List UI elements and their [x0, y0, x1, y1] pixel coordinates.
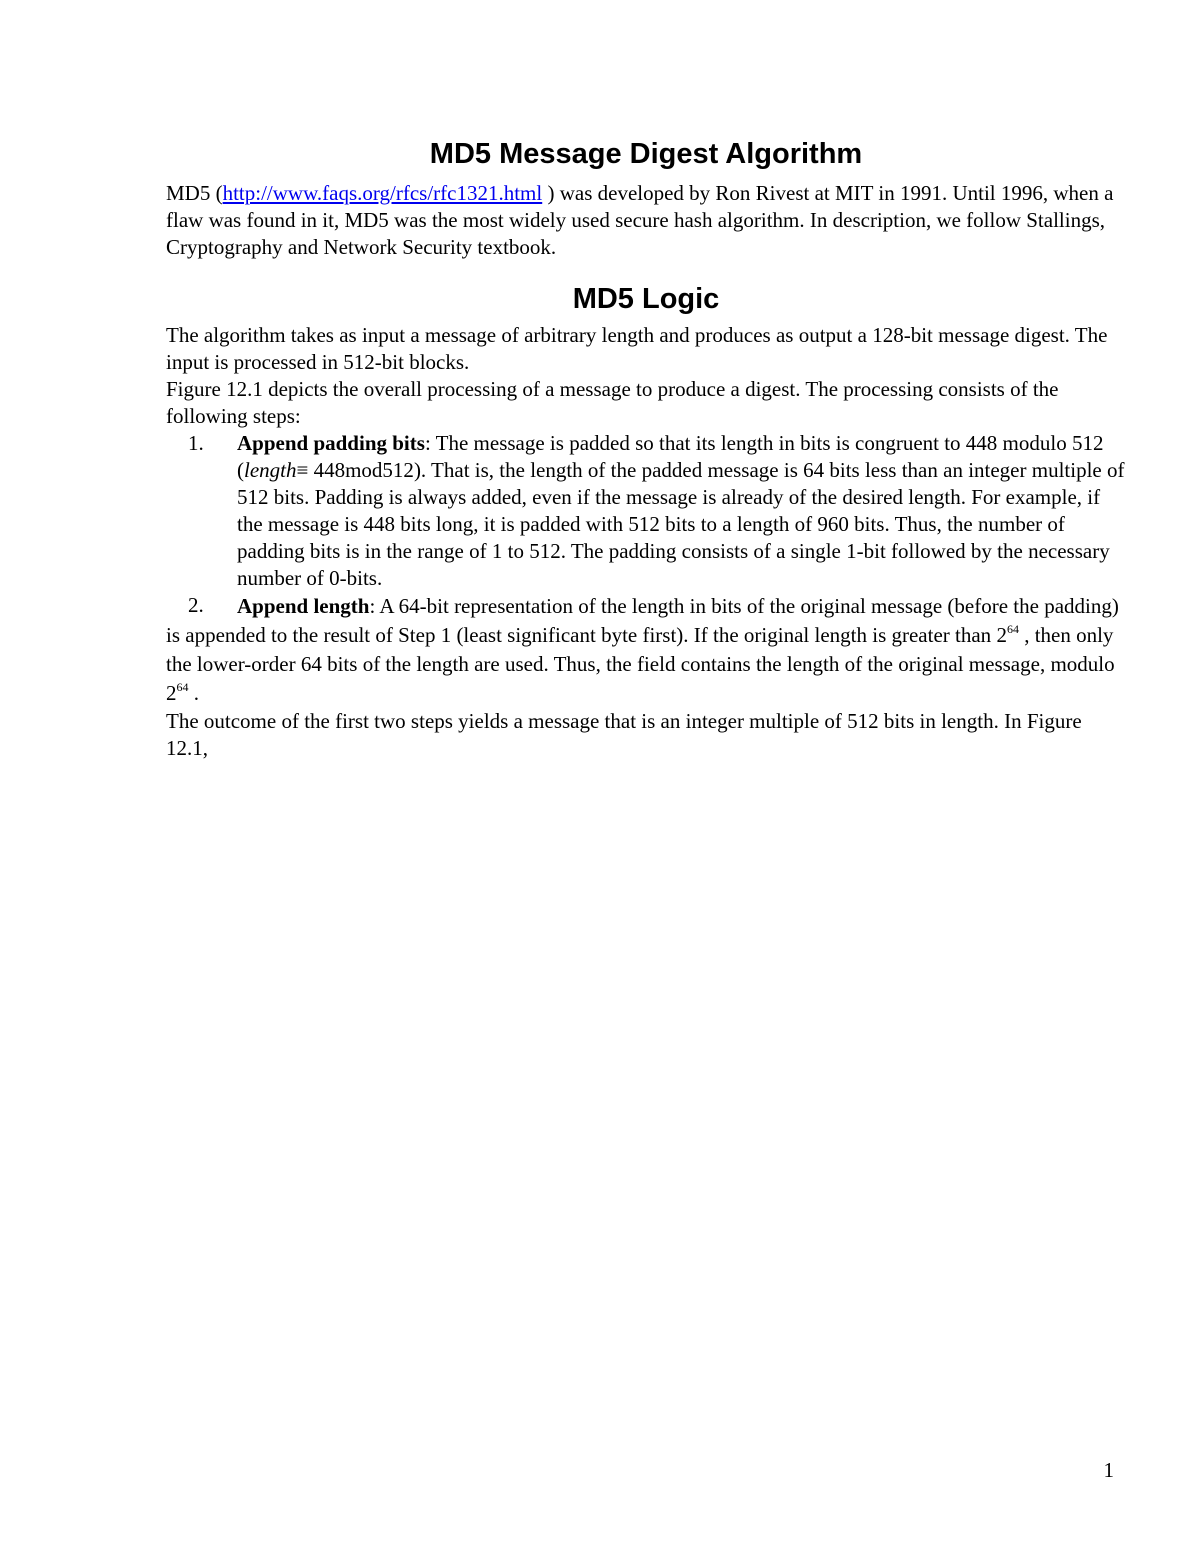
step-number: 1.	[188, 431, 204, 455]
document-title: MD5 Message Digest Algorithm	[429, 138, 863, 170]
algorithm-paragraph: The algorithm takes as input a message of arbitrary length and produces as output a 128-bit message digest. The input is processed in 512-bit blocks.	[166, 323, 1108, 374]
intro-suffix: ) was developed by Ron Rivest at MIT in 1991. Until 1996, when a flaw was found in it, MD5 was the most widely used secure hash algorithm. In description, we follow Stallings, Cryptography and Network Security textbook.	[166, 181, 1114, 259]
power-exponent: 64	[176, 680, 189, 694]
intro-paragraph	[166, 180, 1126, 261]
outcome-paragraph: The outcome of the first two steps yields a message that is an integer multiple of 512 bits in length. In Figure 12.1,	[166, 709, 1082, 760]
rfc-link[interactable]: http://www.faqs.org/rfcs/rfc1321.html	[222, 181, 543, 205]
step-label: Append padding bits	[237, 431, 425, 455]
page-number: 1	[1103, 1458, 1114, 1482]
intro-prefix: MD5 (	[166, 181, 223, 205]
step-number: 2.	[188, 593, 204, 617]
step-text-continued: , then only the lower-order 64 bits of the length are used. Thus, the field contains the length of the original message, modulo	[166, 623, 1115, 676]
step-label: Append length	[237, 594, 370, 618]
page-content	[166, 137, 1126, 762]
figure-paragraph: Figure 12.1 depicts the overall processing of a message to produce a digest. The processing consists of the following steps:	[166, 377, 1059, 428]
section-heading: MD5 Logic	[572, 283, 720, 315]
power-exponent: 64	[1006, 622, 1019, 636]
steps-list	[166, 430, 1126, 708]
formula-variable: length	[244, 458, 297, 482]
step-item	[166, 430, 1126, 592]
step-item	[166, 592, 1126, 708]
step-text: : The message is padded so that its length in bits is congruent to 448 modulo 512 (	[237, 431, 1104, 482]
step-body	[166, 592, 1126, 708]
power-base: 2	[166, 681, 177, 705]
formula-expression: ≡ 448mod512	[296, 458, 414, 482]
step-text-continued: ). That is, the length of the padded message is 64 bits less than an integer multiple of 512 bits. Padding is always added, even if the message is already of the desired length. For example, if the message is 448 bits long, it is padded with 512 bits to a length of 960 bits. Thus, the number of padding bits is in the range of 1 to 512. The padding consists of a single 1-bit followed by the necessary number of 0-bits.	[237, 458, 1125, 590]
power-base: 2	[996, 623, 1007, 647]
step-text-end: .	[188, 681, 199, 705]
step-text: : A 64-bit representation of the length in bits of the original message (before the padding) is appended to the result of Step 1 (least significant byte first). If the original length is greater than	[166, 594, 1119, 647]
